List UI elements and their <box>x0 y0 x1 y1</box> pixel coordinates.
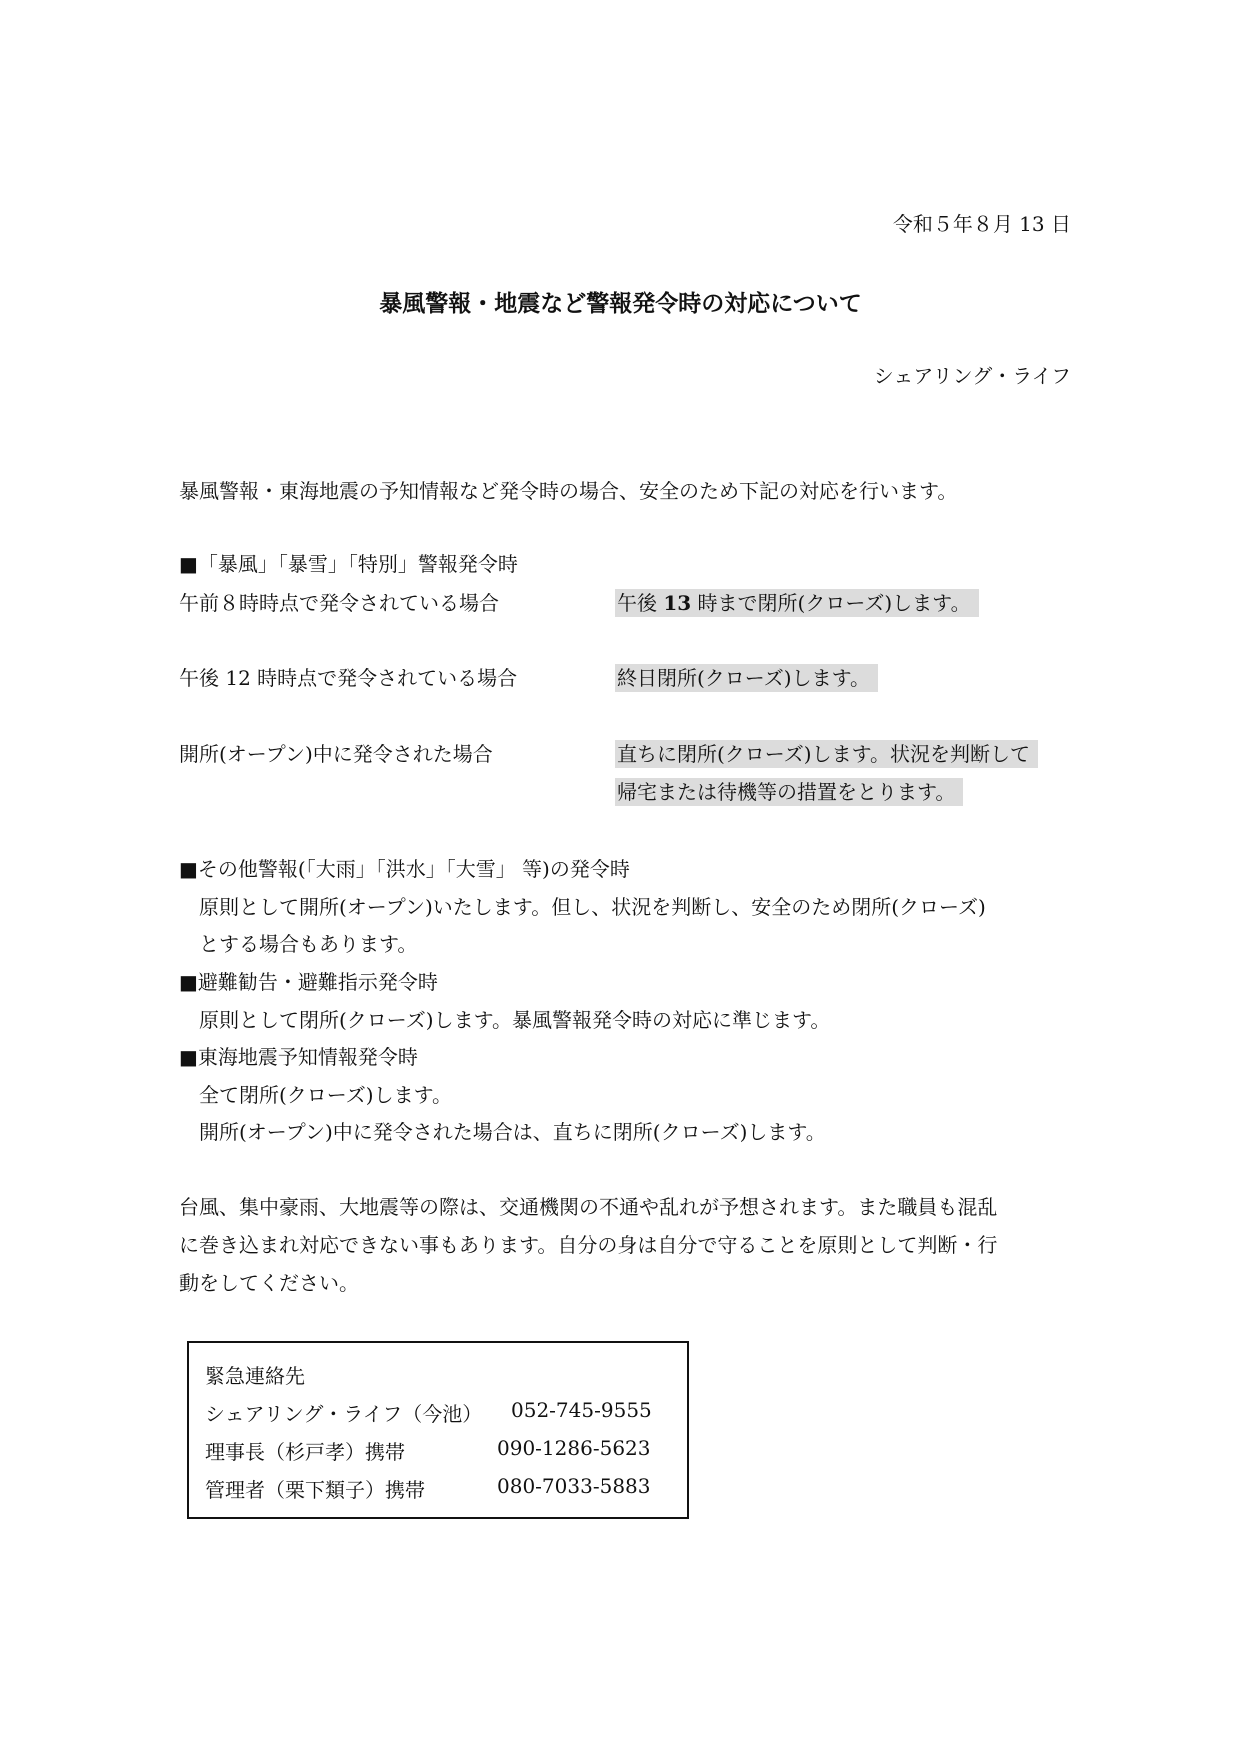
contact-label-office: シェアリング・ライフ（今池） <box>205 1402 483 1426</box>
response-12pm-highlight: 終日閉所(クローズ)します。 <box>615 664 878 692</box>
condition-12pm: 午後 12 時時点で発令されている場合 <box>179 666 518 690</box>
other-warnings-line1: 原則として開所(オープン)いたします。但し、状況を判断し、安全のため閉所(クローズ) <box>199 895 986 919</box>
response-while-open-line1-highlight: 直ちに閉所(クローズ)します。状況を判断して <box>615 740 1038 768</box>
closing-line3: 動をしてください。 <box>179 1271 359 1295</box>
response-8am-highlight <box>615 589 979 617</box>
response-8am-hour: 13 <box>663 591 692 615</box>
emergency-contact-heading: 緊急連絡先 <box>205 1364 305 1388</box>
intro-paragraph: 暴風警報・東海地震の予知情報など発令時の場合、安全のため下記の対応を行います。 <box>179 479 958 503</box>
emergency-contact-box <box>187 1341 689 1519</box>
organization-name: シェアリング・ライフ <box>873 364 1071 388</box>
closing-line1: 台風、集中豪雨、大地震等の際は、交通機関の不通や乱れが予想されます。また職員も混乱 <box>179 1195 998 1219</box>
earthquake-line2: 開所(オープン)中に発令された場合は、直ちに閉所(クローズ)します。 <box>199 1120 826 1144</box>
response-8am-post: 時まで閉所(クローズ)します。 <box>691 591 971 615</box>
document-title: 暴風警報・地震など警報発令時の対応について <box>379 291 862 317</box>
earthquake-line1: 全て閉所(クローズ)します。 <box>199 1083 453 1107</box>
response-while-open-line2-highlight: 帰宅または待機等の措置をとります。 <box>615 778 963 806</box>
document-date: 令和５年８月 13 日 <box>892 212 1071 236</box>
contact-label-manager: 管理者（栗下類子）携帯 <box>205 1478 425 1502</box>
section-heading-evacuation: ■避難勧告・避難指示発令時 <box>179 970 438 994</box>
response-while-open-line1 <box>615 738 1038 767</box>
section-heading-storm-warning: ■「暴風」「暴雪」「特別」警報発令時 <box>179 552 518 576</box>
response-8am <box>615 587 979 616</box>
other-warnings-line2: とする場合もあります。 <box>199 932 418 956</box>
condition-8am: 午前８時時点で発令されている場合 <box>179 591 499 615</box>
response-8am-pre: 午後 <box>617 591 664 615</box>
response-12pm <box>615 662 878 691</box>
contact-number-manager: 080-7033-5883 <box>497 1474 651 1498</box>
contact-label-chairman: 理事長（杉戸孝）携帯 <box>205 1440 405 1464</box>
section-heading-other-warnings: ■その他警報(「大雨」「洪水」「大雪」 等)の発令時 <box>179 857 630 881</box>
response-while-open-line2 <box>615 776 963 805</box>
condition-while-open: 開所(オープン)中に発令された場合 <box>179 742 493 766</box>
section-heading-earthquake: ■東海地震予知情報発令時 <box>179 1045 418 1069</box>
contact-number-office: 052-745-9555 <box>511 1398 652 1422</box>
contact-number-chairman: 090-1286-5623 <box>497 1436 651 1460</box>
evacuation-line1: 原則として閉所(クローズ)します。暴風警報発令時の対応に準じます。 <box>199 1008 831 1032</box>
closing-line2: に巻き込まれ対応できない事もあります。自分の身は自分で守ることを原則として判断・行 <box>179 1233 998 1257</box>
